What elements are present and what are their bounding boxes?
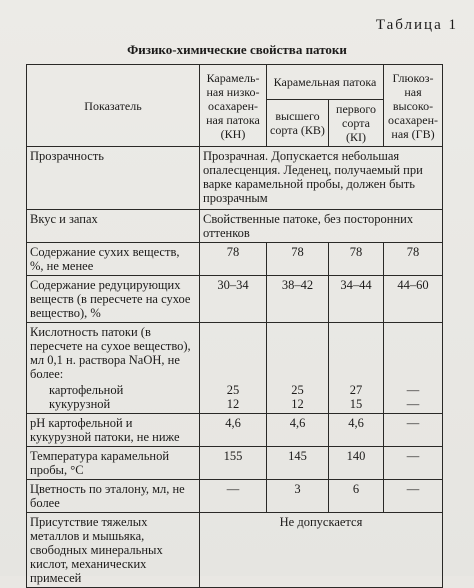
cell-gv: 78 <box>384 243 443 276</box>
cell-kv: 78 <box>267 243 329 276</box>
row-taste <box>27 210 443 243</box>
header-caramel: Карамельная патока <box>267 65 384 100</box>
row-temp <box>27 447 443 480</box>
cell-gv: — <box>384 480 443 513</box>
cell-gv: — <box>384 447 443 480</box>
cell-kv: 38–42 <box>267 276 329 323</box>
row-dry <box>27 243 443 276</box>
cell-kv: 25 <box>267 383 329 397</box>
cell-kv: 12 <box>267 397 329 414</box>
cell-gv: — <box>384 383 443 397</box>
cell-kn: — <box>200 480 267 513</box>
header-row-1 <box>27 65 443 100</box>
cell-kn: 78 <box>200 243 267 276</box>
row-label: Вкус и запах <box>27 210 200 243</box>
row-label: Присутствие тяжелых металлов и мышьяка, свободных минеральных кислот, механических примесей <box>27 513 200 588</box>
cell-kn: 4,6 <box>200 414 267 447</box>
cell-ki: 15 <box>329 397 384 414</box>
cell-kv: 4,6 <box>267 414 329 447</box>
row-value: Свойственные патоке, без посторонних оттенков <box>200 210 443 243</box>
cell-ki: 78 <box>329 243 384 276</box>
row-acidity <box>27 323 443 384</box>
row-transparency <box>27 147 443 210</box>
cell-gv: — <box>384 397 443 414</box>
row-label: Температура карамельной пробы, °С <box>27 447 200 480</box>
row-metals <box>27 513 443 588</box>
row-label: Цветность по эталону, мл, не более <box>27 480 200 513</box>
cell-kv: 3 <box>267 480 329 513</box>
cell-kn: 155 <box>200 447 267 480</box>
row-acidity-corn <box>27 397 443 414</box>
table-number: Таблица 1 <box>375 17 458 33</box>
cell-ki: 140 <box>329 447 384 480</box>
cell-ki: 27 <box>329 383 384 397</box>
cell-ki: 4,6 <box>329 414 384 447</box>
row-color <box>27 480 443 513</box>
row-label: Содержание редуцирующих веществ (в пересчете на сухое вещество), % <box>27 276 200 323</box>
cell-kv: 145 <box>267 447 329 480</box>
cell-kn: 30–34 <box>200 276 267 323</box>
header-ki: первого сорта (КI) <box>329 100 384 147</box>
row-label: картофельной <box>27 383 200 397</box>
row-label: Прозрачность <box>27 147 200 210</box>
row-label: pH картофельной и кукурузной патоки, не ниже <box>27 414 200 447</box>
cell-ki: 34–44 <box>329 276 384 323</box>
header-kn: Карамель-ная низко-осахарен-ная патока (КН) <box>200 65 267 147</box>
table-title: Физико-химические свойства патоки <box>127 42 347 57</box>
cell-gv: — <box>384 414 443 447</box>
header-kv: высшего сорта (КВ) <box>267 100 329 147</box>
row-value: Не допускается <box>200 513 443 588</box>
row-ph <box>27 414 443 447</box>
cell-gv: 44–60 <box>384 276 443 323</box>
row-reducing <box>27 276 443 323</box>
row-label: Содержание сухих веществ, %, не менее <box>27 243 200 276</box>
row-label: кукурузной <box>27 397 200 414</box>
row-value: Прозрачная. Допускается небольшая опалесценция. Леденец, получаемый при варке карамельной пробы, должен быть прозрачным <box>200 147 443 210</box>
cell-ki: 6 <box>329 480 384 513</box>
cell-kn: 25 <box>200 383 267 397</box>
cell-kn: 12 <box>200 397 267 414</box>
properties-table <box>26 64 443 588</box>
header-gv: Глюкоз-ная высоко-осахарен-ная (ГВ) <box>384 65 443 147</box>
row-label: Кислотность патоки (в пересчете на сухое вещество), мл 0,1 н. раствора NaOH, не более: <box>27 323 200 384</box>
row-acidity-potato <box>27 383 443 397</box>
header-indicator: Показатель <box>27 65 200 147</box>
